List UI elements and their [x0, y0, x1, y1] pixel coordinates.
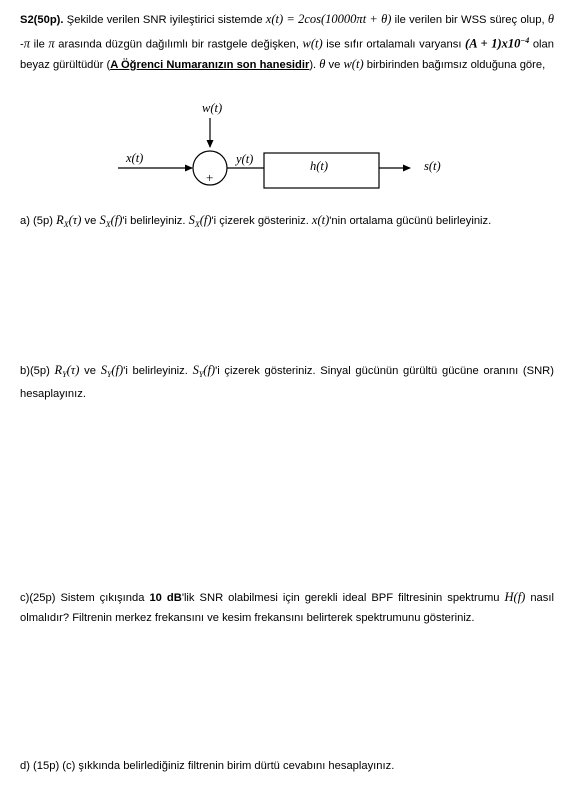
signal-equation: x(t) = 2cos(10000πt + θ)	[265, 12, 392, 26]
variance-expression: (A + 1)x10	[465, 36, 521, 51]
plus-sign: +	[206, 170, 214, 185]
problem-statement: S2(50p). Şekilde verilen SNR iyileştirici sistemde x(t) = 2cos(10000πt + θ) ile verilen bir WSS süreç olup, θ -π ile π arasında düzgün dağılımlı bir rastgele değişken, w(t) ise sıfır ortalamalı varyansı $(A + 1)x10^{-4}$ olan beyaz gürültüdür (A Öğrenci Numaranızın son hanesidir). θ ve w(t) birbirinden bağımsız olduğuna göre,	[20, 12, 554, 71]
sum-output-label: y(t)	[236, 152, 254, 166]
filter-label: h(t)	[310, 159, 329, 173]
question-b: b)(5p) $R_Y(\tau)$ ve $S_Y(f)'i$ belirleyiniz. $S_Y(f)'i$ çizerek gösteriniz. Sinyal gücünün gürültü gücüne oranını (SNR) hesaplayınız.	[20, 363, 554, 400]
question-c: c)(25p) Sistem çıkışında 10 dB'lik SNR olabilmesi için gerekli ideal BPF filtresinin spektrumu H(f) nasıl olmalıdır? Filtrenin merkez frekansını ve kesim frekansını belirterek spektrumunu gösteriniz.	[20, 590, 554, 624]
question-number: S2(50p).	[20, 14, 64, 26]
block-diagram	[0, 95, 574, 200]
output-label: s(t)	[424, 159, 441, 173]
student-number-note: A Öğrenci Numaranızın son hanesidir	[110, 58, 310, 71]
question-d: d) (15p) (c) şıkkında belirlediğiniz filtrenin birim dürtü cevabını hesaplayınız.	[20, 760, 395, 772]
noise-label: w(t)	[202, 101, 223, 115]
input-label: x(t)	[126, 151, 144, 165]
question-a: a) (5p) $R_X(\tau)$ ve $S_X(f)'i$ belirleyiniz. $S_X(f)'i$ çizerek gösteriniz. x(t)'nin ortalama gücünü belirleyiniz.	[20, 213, 492, 230]
